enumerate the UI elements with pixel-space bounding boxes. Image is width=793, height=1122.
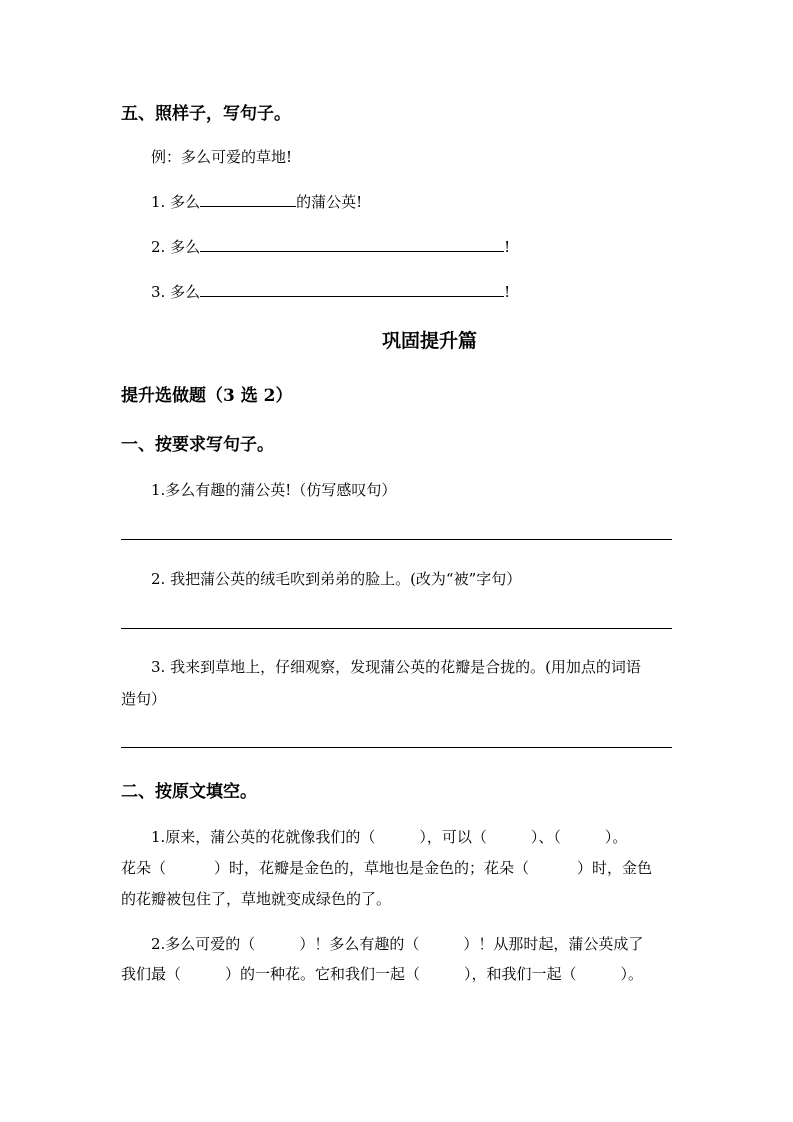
example-sentence: 例：多么可爱的草地! (151, 148, 293, 166)
page-title: 巩固提升篇 (382, 330, 478, 352)
answer-line[interactable] (121, 539, 672, 540)
text-fragment: ）、（ (530, 828, 561, 846)
section-heading-5: 五、照样子，写句子。 (121, 104, 291, 124)
exercise-item-1 (151, 191, 362, 212)
fill-blank[interactable] (200, 191, 296, 207)
item-prefix: 多么 (170, 238, 201, 256)
item-prefix: 多么 (170, 283, 201, 301)
item-number: 2. (151, 238, 166, 256)
item-number: 1. (151, 193, 166, 211)
item-suffix: ! (504, 283, 511, 301)
fill-blank[interactable] (200, 236, 504, 252)
text-fragment: ）时，金色 (577, 859, 653, 877)
answer-line[interactable] (121, 747, 672, 748)
text-fragment: ）。 (620, 965, 644, 983)
fill-paragraph-1-line-2 (121, 857, 652, 878)
answer-line[interactable] (121, 628, 672, 629)
text-fragment: ）的一种花。它和我们一起（ (225, 965, 421, 983)
text-fragment: ）！从那时起，蒲公英成了 (463, 935, 644, 953)
question-2: 2. 我把蒲公英的绒毛吹到弟弟的脸上。(改为“被”字句） (151, 570, 522, 588)
item-suffix: 的蒲公英! (296, 193, 363, 211)
fill-paragraph-2-line-2 (121, 963, 643, 984)
fill-blank[interactable] (200, 281, 504, 297)
text-fragment: ）！多么有趣的（ (299, 935, 420, 953)
text-fragment: 1.原来，蒲公英的花就像我们的（ (151, 828, 376, 846)
text-fragment: ）时，花瓣是金色的，草地也是金色的；花朵（ (214, 859, 530, 877)
exercise-item-2 (151, 236, 510, 257)
exercise-item-3 (151, 281, 510, 302)
text-fragment: ）。 (604, 828, 628, 846)
item-prefix: 多么 (170, 193, 201, 211)
item-suffix: ! (504, 238, 511, 256)
optional-heading: 提升选做题（3 选 2） (121, 386, 293, 406)
question-3-line-1: 3. 我来到草地上，仔细观察，发现蒲公英的花瓣是合拢的。(用加点的词语 (151, 658, 641, 676)
section-heading-2: 二、按原文填空。 (121, 782, 257, 802)
item-number: 3. (151, 283, 166, 301)
text-fragment: 我们最（ (121, 965, 182, 983)
text-fragment: 2.多么可爱的（ (151, 935, 256, 953)
question-1: 1.多么有趣的蒲公英!（仿写感叹句） (151, 481, 397, 499)
text-fragment: 花朵（ (121, 859, 167, 877)
fill-paragraph-1-line-1 (151, 826, 627, 847)
question-3-line-2: 造句） (121, 690, 167, 708)
text-fragment: ），和我们一起（ (464, 965, 577, 983)
text-fragment: ），可以（ (419, 828, 487, 846)
fill-paragraph-2-line-1 (151, 933, 643, 954)
fill-paragraph-1-line-3: 的花瓣被包住了，草地就变成绿色的了。 (121, 890, 392, 908)
section-heading-1: 一、按要求写句子。 (121, 435, 274, 455)
